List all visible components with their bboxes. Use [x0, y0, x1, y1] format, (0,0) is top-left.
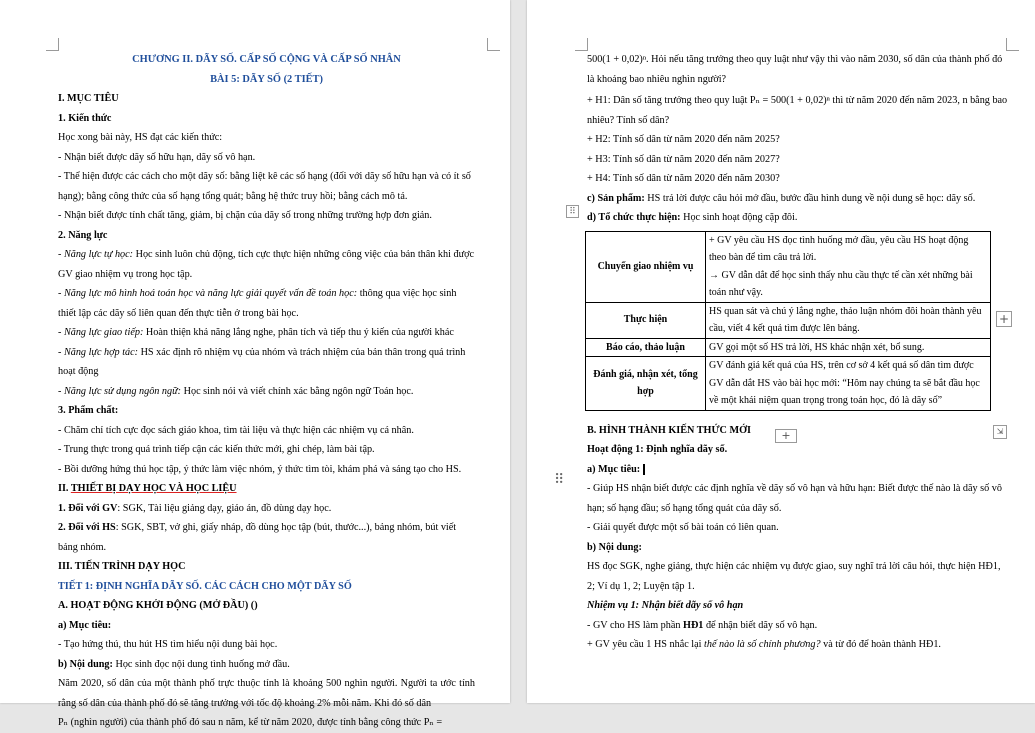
item-text: : SGK, Tài liệu giảng dạy, giáo án, đồ dùng dạy học.: [117, 502, 332, 514]
page-text-left[interactable]: [58, 50, 475, 733]
text-run: và từ đó để hoàn thành HĐ1.: [820, 639, 941, 650]
section-heading: B. HÌNH THÀNH KIẾN THỨC MỚI: [587, 424, 751, 436]
task-heading: Nhiệm vụ 1: Nhận biết dãy số vô hạn: [587, 600, 744, 611]
item-text: Học sinh đọc nội dung tình huống mở đầu.: [112, 658, 290, 670]
item-label: d) Tổ chức thực hiện:: [587, 212, 681, 223]
paragraph: [587, 189, 1009, 209]
subsection-heading: 1. Kiến thức: [58, 112, 112, 124]
activity-table[interactable]: [585, 231, 991, 411]
paragraph: Pₙ (nghìn người) của thành phố đó sau n năm, kể từ năm 2020, được tính bằng công thức Pₙ =: [58, 717, 443, 728]
paragraph: - Tạo hứng thú, thu hút HS tìm hiểu nội dung bài học.: [58, 639, 278, 650]
question-item: + H2: Tính số dân từ năm 2020 đến năm 2025?: [587, 134, 780, 145]
section-title-spellcheck: THIẾT BỊ DẠY HỌC VÀ HỌC LIỆU: [70, 483, 237, 494]
table-cell: [706, 231, 991, 302]
item-label: c) Sản phẩm:: [587, 192, 645, 204]
table-row: [586, 302, 991, 338]
competency-text: HS xác định rõ nhiệm vụ của nhóm và trách nhiệm của bản thân trong quá trình hoạt động: [58, 346, 466, 377]
add-column-button[interactable]: +: [996, 311, 1012, 327]
paragraph: - Bồi dưỡng hứng thú học tập, ý thức làm việc nhóm, ý thức tìm tòi, khám phá và sáng tạo cho HS.: [58, 463, 462, 475]
competency-text: Học sinh luôn chủ động, tích cực thực hiện những công việc của bản thân khi được GV giao nhiệm vụ trong học tập.: [58, 249, 475, 280]
document-page-right: [527, 0, 1035, 703]
page-text-right[interactable]: [587, 50, 1009, 655]
section-heading: III. TIẾN TRÌNH DẠY HỌC: [58, 561, 186, 572]
competency-text: Học sinh nói và viết chính xác bằng ngôn ngữ Toán học.: [181, 385, 414, 397]
table-resize-handle-icon[interactable]: ⇲: [993, 425, 1007, 439]
period-heading: TIẾT 1: ĐỊNH NGHĨA DÃY SỐ. CÁC CÁCH CHO MỘT DÃY SỐ: [58, 580, 352, 592]
competency-text: thông qua việc học sinh thiết lập các dãy số liên quan đến thực tiễn ở trong bài học.: [58, 288, 457, 319]
question-item: + H4: Tính số dân từ năm 2020 đến năm 2030?: [587, 173, 780, 184]
item-label: 2. Đối với HS: [58, 522, 116, 533]
cell-line: → GV dẫn dắt để học sinh thấy nhu cầu thực tế cần xét những bài toán như vậy.: [709, 269, 973, 298]
paragraph: - Giải quyết được một số bài toán có liên quan.: [587, 522, 779, 533]
paragraph: [587, 616, 1009, 636]
competency-item: [58, 245, 475, 284]
table-row: [586, 338, 991, 357]
item-text: Học sinh hoạt động cặp đôi.: [680, 212, 798, 223]
table-row-label: Báo cáo, thảo luận: [586, 338, 706, 357]
cell-line: + GV yêu cầu HS đọc tình huống mở đầu, yêu cầu HS hoạt động theo bàn để tìm câu trả lời.: [709, 234, 969, 263]
table-cell: GV đánh giá kết quả của HS, trên cơ sở 4 kết quả số dân tìm được GV dẫn dắt HS vào bài học mới: “Hôm nay chúng ta sẽ bắt đầu học về một khái niệm quan trọng trong toán học, đó là dãy số”: [706, 357, 991, 411]
paragraph: [587, 208, 1009, 228]
text-run: + GV yêu cầu 1 HS nhắc lại: [587, 639, 705, 650]
activity-heading: A. HOẠT ĐỘNG KHỞI ĐỘNG (MỞ ĐẦU) (): [58, 600, 258, 611]
item-label: b) Nội dung:: [58, 658, 113, 670]
document-page-left: [0, 0, 510, 728]
competency-label: - Năng lực hợp tác:: [58, 346, 139, 358]
table-row-label: Đánh giá, nhận xét, tổng hợp: [586, 357, 706, 411]
table-row: [586, 357, 991, 411]
paragraph: Năm 2020, số dân của một thành phố trực thuộc tỉnh là khoảng 500 nghìn người. Người ta ước tính rằng số dân của thành phố đó sẽ tăng trưởng với tốc độ khoảng 2% mỗi năm. Khi đó số dân: [58, 678, 475, 709]
add-row-button[interactable]: +: [775, 429, 797, 443]
section-heading: [58, 479, 475, 499]
item-label: 1. Đối với GV: [58, 502, 118, 514]
paragraph: - Nhận biết được dãy số hữu hạn, dãy số vô hạn.: [58, 151, 256, 163]
paragraph-drag-handle-icon[interactable]: ⠿: [554, 473, 565, 488]
item-text: : SGK, SBT, vở ghi, giấy nháp, đồ dùng học tập (bút, thước...), bảng nhóm, bút viết bảng nhóm.: [58, 522, 457, 553]
paragraph: HS đọc SGK, nghe giảng, thực hiện các nhiệm vụ được giao, suy nghĩ trả lời câu hỏi, thực hiện HĐ1, 2; Ví dụ 1, 2; Luyện tập 1.: [587, 561, 1001, 592]
competency-text: Hoàn thiện khả năng lắng nghe, phân tích và tiếp thu ý kiến của người khác: [143, 327, 454, 338]
paragraph: Học xong bài này, HS đạt các kiến thức:: [58, 132, 223, 143]
paragraph: - Nhận biết được tính chất tăng, giảm, bị chặn của dãy số trong những trường hợp đơn giản.: [58, 210, 432, 221]
competency-label: - Năng lực sử dụng ngôn ngữ:: [58, 385, 182, 397]
paragraph: - Thể hiện được các cách cho một dãy số: bằng liệt kê các số hạng (đối với dãy số hữu hạn và có ít số hạng); bằng công thức của số hạng tổng quát; bằng hệ thức truy hồi; bằng cách mô tả.: [58, 171, 471, 202]
item-label: a) Mục tiêu:: [587, 463, 641, 475]
table-move-handle-icon[interactable]: ⠿: [566, 205, 579, 218]
paragraph: [58, 499, 475, 519]
activity-heading: Hoạt động 1: Định nghĩa dãy số.: [587, 444, 728, 455]
question-item: + H1: Dân số tăng trưởng theo quy luật Pₙ = 500(1 + 0,02)ⁿ thì từ năm 2020 đến năm 2023, n bằng bao nhiêu? Tính số dân?: [587, 95, 1008, 126]
competency-label: - Năng lực tự học:: [58, 249, 134, 260]
competency-item: [58, 382, 475, 402]
paragraph: [587, 635, 1009, 655]
table-row-label: Chuyển giao nhiệm vụ: [586, 231, 706, 302]
paragraph: 500(1 + 0,02)ⁿ. Hỏi nếu tăng trưởng theo quy luật như vậy thì vào năm 2030, số dân của thành phố đó là khoảng bao nhiêu nghìn người?: [587, 54, 1003, 85]
paragraph: [587, 460, 1009, 480]
section-heading: I. MỤC TIÊU: [58, 93, 119, 104]
competency-item: [58, 323, 475, 343]
question-item: + H3: Tính số dân từ năm 2020 đến năm 2027?: [587, 153, 780, 165]
text-run-bold: HĐ1: [683, 619, 704, 631]
subsection-heading: 2. Năng lực: [58, 229, 108, 241]
paragraph: - Chăm chỉ tích cực đọc sách giáo khoa, tìm tài liệu và thực hiện các nhiệm vụ cá nhân.: [58, 424, 414, 436]
item-text: HS trả lời được câu hỏi mở đầu, bước đầu hình dung về nội dung sẽ học: dãy số.: [644, 192, 976, 204]
competency-item: [58, 343, 475, 382]
text-run: - GV cho HS làm phần: [587, 619, 684, 631]
table-row-label: Thực hiện: [586, 302, 706, 338]
subsection-heading: 3. Phẩm chất:: [58, 405, 119, 416]
chapter-title: CHƯƠNG II. DÃY SỐ. CẤP SỐ CỘNG VÀ CẤP SỐ NHÂN: [132, 54, 401, 65]
text-cursor: [643, 464, 645, 475]
text-run: để nhận biết dãy số vô hạn.: [703, 619, 818, 631]
item-label: a) Mục tiêu:: [58, 619, 112, 631]
competency-item: [58, 284, 475, 323]
paragraph: - Trung thực trong quá trình tiếp cận các kiến thức mới, ghi chép, làm bài tập.: [58, 444, 375, 455]
margin-corner-mark: [487, 38, 500, 51]
section-number: II.: [58, 483, 71, 494]
table-cell: GV gọi một số HS trả lời, HS khác nhận xét, bổ sung.: [706, 338, 991, 357]
competency-label: - Năng lực mô hình hoá toán học và năng lực giải quyết vấn đề toán học:: [58, 288, 358, 299]
item-label: b) Nội dung:: [587, 541, 642, 553]
paragraph: [58, 518, 475, 557]
paragraph: [58, 655, 475, 675]
table-cell: HS quan sát và chú ý lắng nghe, thảo luận nhóm đôi hoàn thành yêu cầu, viết 4 kết quả tìm được lên bảng.: [706, 302, 991, 338]
table-row: [586, 231, 991, 302]
competency-label: - Năng lực giao tiếp:: [58, 327, 144, 338]
lesson-title: BÀI 5: DÃY SỐ (2 TIẾT): [210, 73, 323, 85]
paragraph: - Giúp HS nhận biết được các định nghĩa về dãy số vô hạn và hữu hạn: Biết được thế nào là dãy số vô hạn; số hạng đầu; số hạng tổng quát của dãy số.: [587, 483, 1002, 514]
text-run-italic: thế nào là số chính phương?: [704, 639, 821, 650]
